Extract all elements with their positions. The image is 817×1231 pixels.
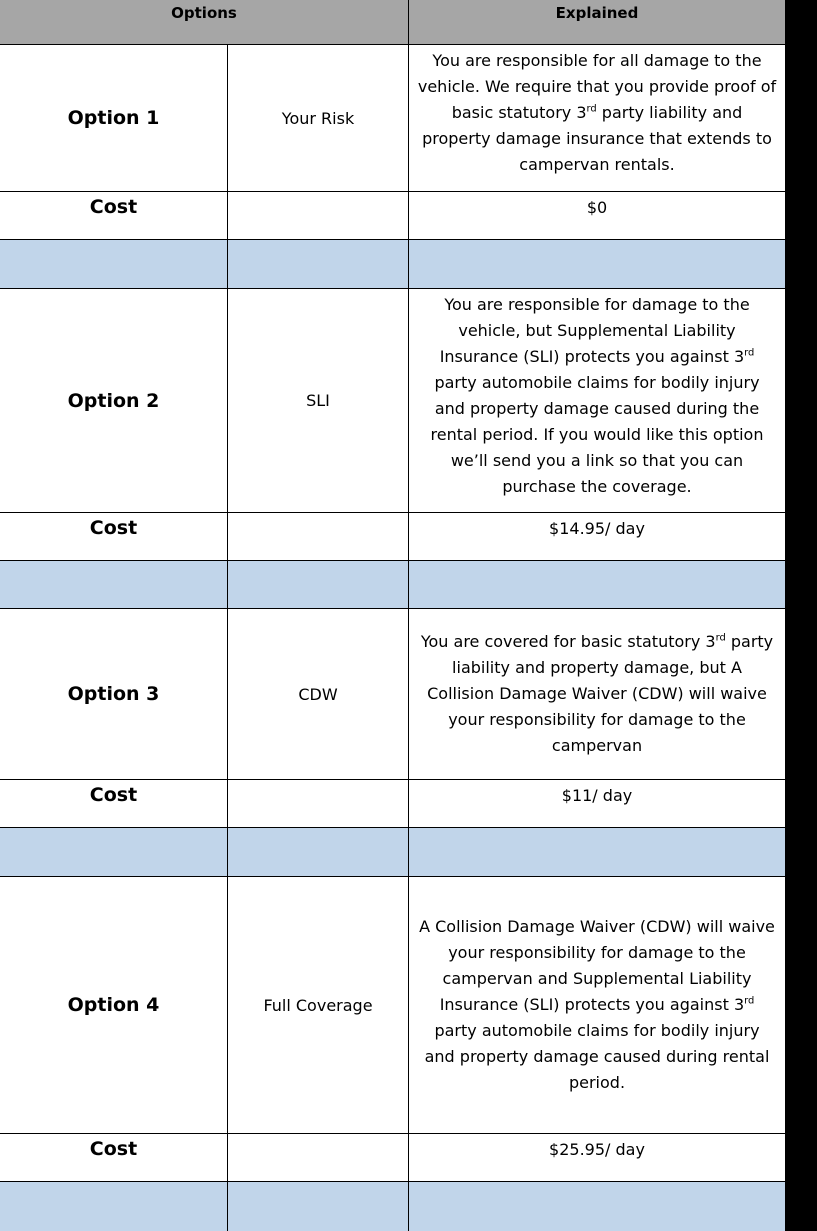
option-label: Option 2 — [0, 289, 228, 513]
option-row — [0, 289, 786, 513]
cost-value: $14.95/ day — [409, 513, 786, 561]
separator-cell — [228, 561, 409, 609]
separator-cell — [228, 1182, 409, 1231]
separator-cell — [0, 561, 228, 609]
option-label: Option 4 — [0, 877, 228, 1134]
separator-cell — [0, 240, 228, 289]
option-name: Your Risk — [228, 45, 409, 192]
separator-cell — [0, 828, 228, 877]
option-name: Full Coverage — [228, 877, 409, 1134]
option-name: CDW — [228, 609, 409, 780]
option-row — [0, 877, 786, 1134]
cost-row — [0, 780, 786, 828]
cost-empty-cell — [228, 192, 409, 240]
header-explained: Explained — [409, 0, 786, 45]
separator-cell — [409, 240, 786, 289]
separator-cell — [0, 1182, 228, 1231]
cost-value: $25.95/ day — [409, 1134, 786, 1182]
option-description: You are responsible for damage to the vehicle, but Supplemental Liability Insurance (SLI) protects you against 3rd party automobile claims for bodily injury and property damage caused during the rental period. If you would like this option we’ll send you a link so that you can purchase the coverage. — [409, 289, 786, 513]
cost-empty-cell — [228, 513, 409, 561]
separator-cell — [228, 240, 409, 289]
header-row — [0, 0, 786, 45]
option-row — [0, 609, 786, 780]
option-label: Option 1 — [0, 45, 228, 192]
separator-cell — [409, 828, 786, 877]
cost-label: Cost — [0, 192, 228, 240]
separator-cell — [409, 561, 786, 609]
cost-value: $0 — [409, 192, 786, 240]
separator-cell — [228, 828, 409, 877]
option-description: You are responsible for all damage to the vehicle. We require that you provide proof of basic statutory 3rd party liability and property damage insurance that extends to campervan rentals. — [409, 45, 786, 192]
separator-row — [0, 561, 786, 609]
option-row — [0, 45, 786, 192]
cost-label: Cost — [0, 513, 228, 561]
cost-value: $11/ day — [409, 780, 786, 828]
header-options: Options — [0, 0, 409, 45]
option-label: Option 3 — [0, 609, 228, 780]
cost-empty-cell — [228, 1134, 409, 1182]
cost-label: Cost — [0, 1134, 228, 1182]
separator-cell — [409, 1182, 786, 1231]
separator-row — [0, 828, 786, 877]
cost-row — [0, 192, 786, 240]
cost-empty-cell — [228, 780, 409, 828]
separator-row — [0, 240, 786, 289]
option-description: You are covered for basic statutory 3rd party liability and property damage, but A Collision Damage Waiver (CDW) will waive your responsibility for damage to the campervan — [409, 609, 786, 780]
cost-row — [0, 1134, 786, 1182]
option-name: SLI — [228, 289, 409, 513]
cost-row — [0, 513, 786, 561]
cost-label: Cost — [0, 780, 228, 828]
option-description: A Collision Damage Waiver (CDW) will waive your responsibility for damage to the campervan and Supplemental Liability Insurance (SLI) protects you against 3rd party automobile claims for bodily injury and property damage caused during rental period. — [409, 877, 786, 1134]
separator-row — [0, 1182, 786, 1231]
